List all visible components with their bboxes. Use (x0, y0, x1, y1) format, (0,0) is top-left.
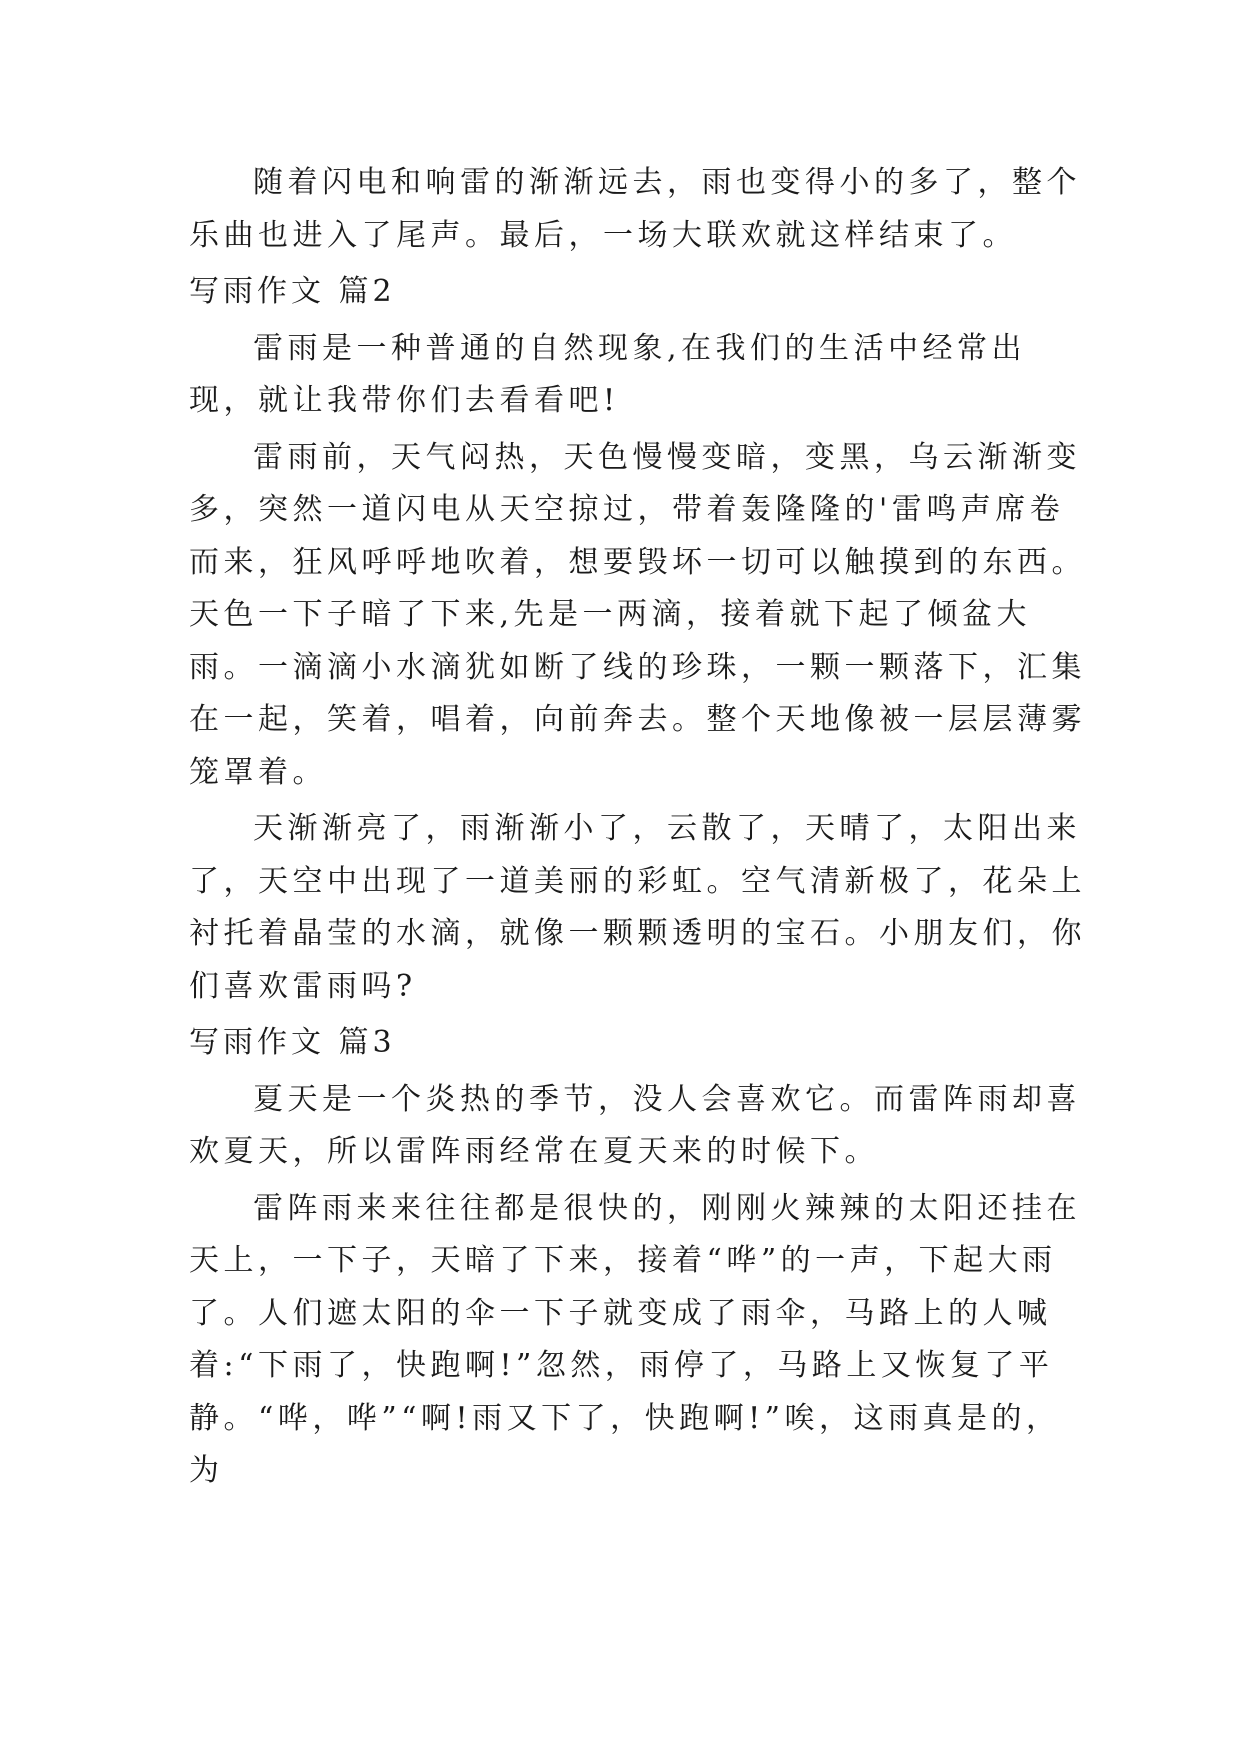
paragraph-shower: 雷阵雨来来往往都是很快的，刚刚火辣辣的太阳还挂在天上，一下子，天暗了下来，接着“哗”的一声，下起大雨了。人们遮太阳的伞一下子就变成了雨伞，马路上的人喊着:“下雨了，快跑啊!”忽然，雨停了，马路上又恢复了平静。“哗，哗”“啊!雨又下了，快跑啊!”唉，这雨真是的，为 (189, 1190, 1081, 1488)
section-heading-3: 写雨作文 篇3 (189, 1025, 396, 1060)
paragraph-after-rain: 天渐渐亮了，雨渐渐小了，云散了，天晴了，太阳出来了，天空中出现了一道美丽的彩虹。空气清新极了，花朵上衬托着晶莹的水滴，就像一颗颗透明的宝石。小朋友们，你们喜欢雷雨吗? (189, 811, 1086, 1004)
paragraph-ending: 随着闪电和响雷的渐渐远去，雨也变得小的多了，整个乐曲也进入了尾声。最后，一场大联欢就这样结束了。 (189, 165, 1081, 253)
paragraph-intro-3: 夏天是一个炎热的季节，没人会喜欢它。而雷阵雨却喜欢夏天，所以雷阵雨经常在夏天来的时候下。 (189, 1081, 1081, 1169)
document-body (189, 157, 1089, 1502)
section-heading-2: 写雨作文 篇2 (189, 274, 396, 309)
paragraph-before-rain: 雷雨前，天气闷热，天色慢慢变暗，变黑，乌云渐渐变多，突然一道闪电从天空掠过，带着轰隆隆的'雷鸣声席卷而来，狂风呼呼地吹着，想要毁坏一切可以触摸到的东西。天色一下子暗了下来,先是一两滴，接着就下起了倾盆大雨。一滴滴小水滴犹如断了线的珍珠，一颗一颗落下，汇集在一起，笑着，唱着，向前奔去。整个天地像被一层层薄雾笼罩着。 (189, 439, 1086, 790)
paragraph-intro-2: 雷雨是一种普通的自然现象,在我们的生活中经常出现，就让我带你们去看看吧! (189, 330, 1027, 418)
